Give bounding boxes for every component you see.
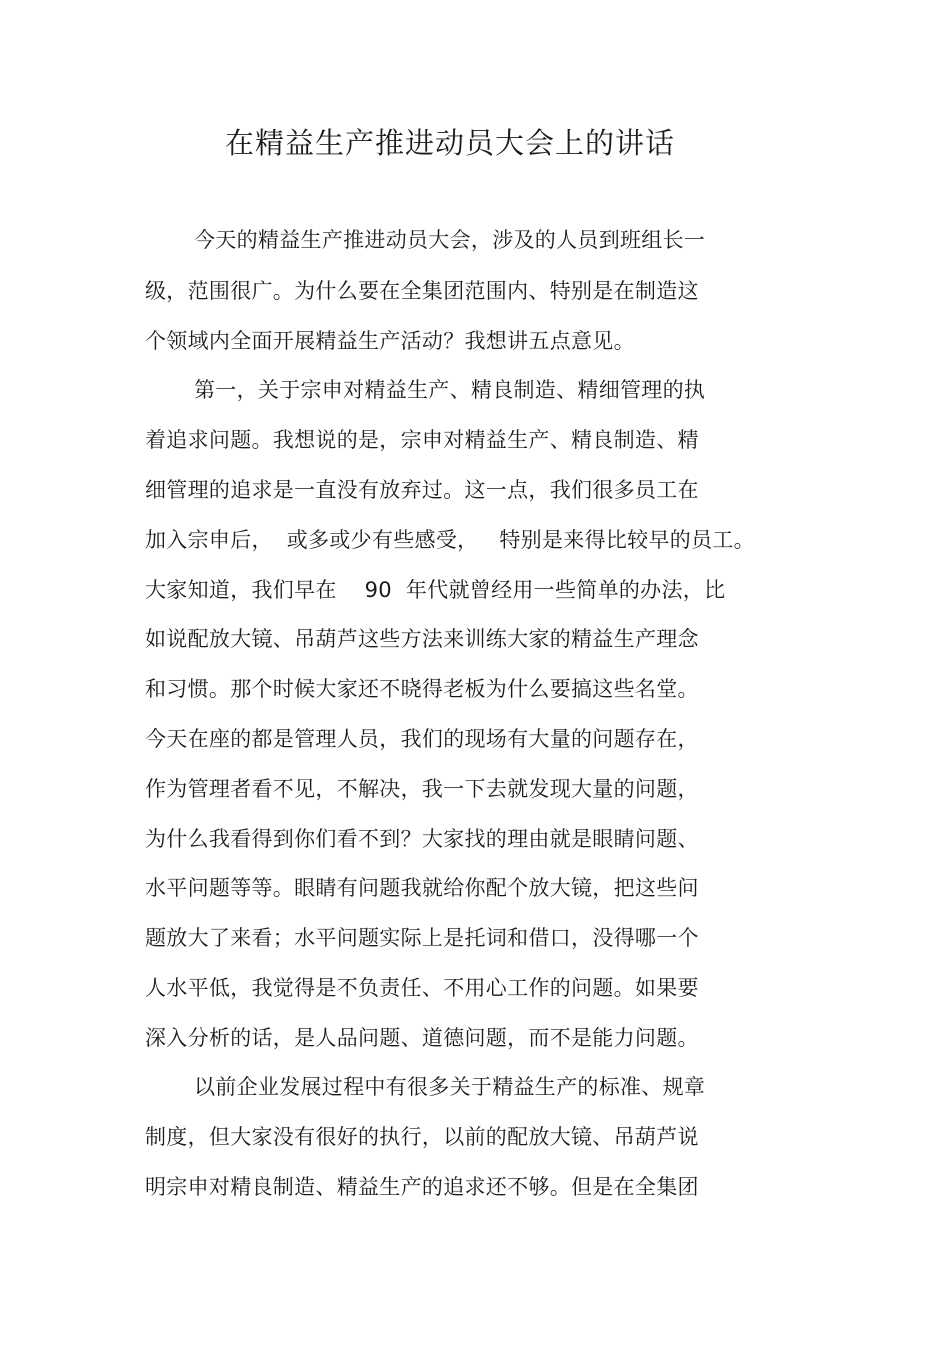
- paragraph-line: 题放大了来看；水平问题实际上是托词和借口，没得哪一个: [145, 926, 699, 950]
- paragraph-line: 大家知道，我们早在 90 年代就曾经用一些简单的办法，比: [145, 578, 726, 602]
- paragraph-line: 细管理的追求是一直没有放弃过。这一点，我们很多员工在: [145, 478, 699, 502]
- paragraph-line: 第一，关于宗申对精益生产、精良制造、精细管理的执: [194, 378, 706, 402]
- paragraph-line: 加入宗申后， 或多或少有些感受， 特别是来得比较早的员工。: [145, 528, 755, 552]
- paragraph-line: 级，范围很广。为什么要在全集团范围内、特别是在制造这: [145, 279, 699, 303]
- paragraph-line: 今天在座的都是管理人员，我们的现场有大量的问题存在，: [145, 727, 699, 751]
- paragraph-line: 为什么我看得到你们看不到？大家找的理由就是眼睛问题、: [145, 827, 699, 851]
- paragraph-line: 作为管理者看不见，不解决，我一下去就发现大量的问题，: [145, 777, 699, 801]
- paragraph-line: 制度，但大家没有很好的执行，以前的配放大镜、吊葫芦说: [145, 1125, 699, 1149]
- paragraph-line: 和习惯。那个时候大家还不晓得老板为什么要搞这些名堂。: [145, 677, 699, 701]
- paragraph-line: 明宗申对精良制造、精益生产的追求还不够。但是在全集团: [145, 1175, 699, 1199]
- paragraph-line: 着追求问题。我想说的是，宗申对精益生产、精良制造、精: [145, 428, 699, 452]
- paragraph-line: 个领域内全面开展精益生产活动？我想讲五点意见。: [145, 329, 635, 353]
- paragraph-line: 人水平低，我觉得是不负责任、不用心工作的问题。如果要: [145, 976, 699, 1000]
- paragraph-line: 以前企业发展过程中有很多关于精益生产的标准、规章: [194, 1075, 706, 1099]
- paragraph-line: 深入分析的话，是人品问题、道德问题，而不是能力问题。: [145, 1026, 699, 1050]
- paragraph-line: 今天的精益生产推进动员大会，涉及的人员到班组长一: [194, 228, 706, 252]
- paragraph-line: 水平问题等等。眼睛有问题我就给你配个放大镜，把这些问: [145, 876, 699, 900]
- document-title: 在精益生产推进动员大会上的讲话: [224, 126, 675, 160]
- paragraph-line: 如说配放大镜、吊葫芦这些方法来训练大家的精益生产理念: [145, 627, 699, 651]
